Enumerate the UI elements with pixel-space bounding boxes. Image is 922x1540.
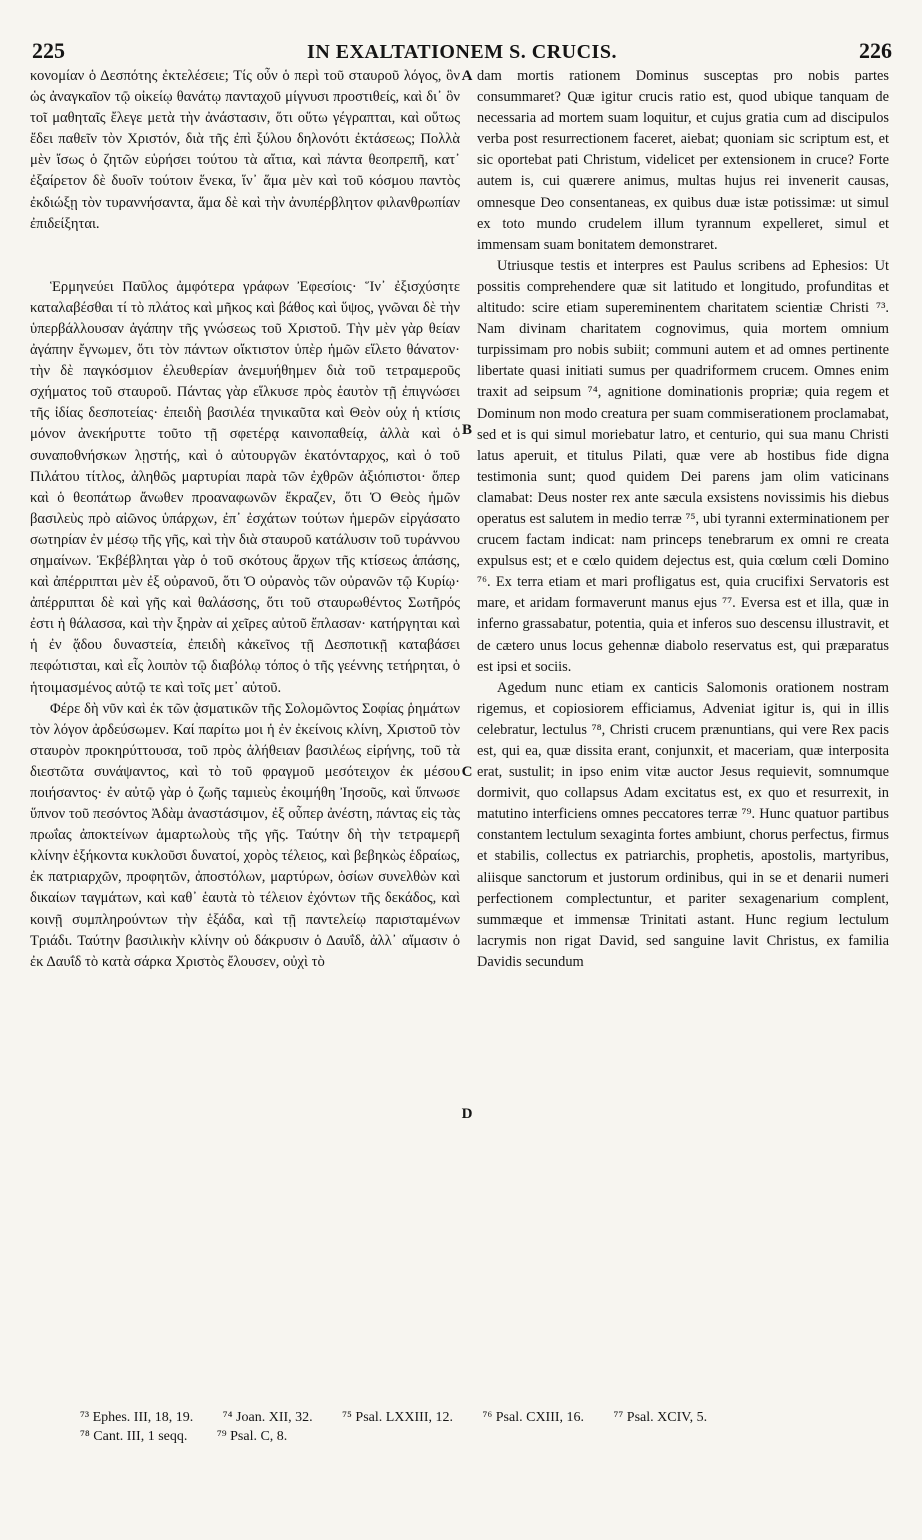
footnote-73: ⁷³ Ephes. III, 18, 19. (80, 1410, 194, 1425)
latin-column (477, 66, 889, 973)
margin-letter-a: A (461, 68, 473, 84)
footnote-76: ⁷⁶ Psal. CXIII, 16. (482, 1410, 585, 1425)
greek-paragraph-3: Φέρε δὴ νῦν καὶ ἐκ τῶν ᾀσματικῶν τῆς Σολομῶντος Σοφίας ῥημάτων τὸν λόγον ἀρδεύσωμεν. Καί παρίτω μοι ἡ ἐν ἐκείνοις κλίνη, Χριστοῦ τὸν σταυρὸν προκηρύττουσα, τοῦ πρὸς ἀλήθειαν βασιλέως εἰρήνης, τοῦ τὰ διεστῶτα συνάψαντος, καὶ τὸ τοῦ φραγμοῦ μεσότειχον ἐκ μέσου ποιήσαντος· ἐν αὐτῷ γὰρ ὁ ζωῆς ταμιεὺς ἐκοιμήθη Ἰησοῦς, καὶ ὕπνωσε ὕπνον τοῦ πεσόντος Ἀδὰμ ἀναστάσιμον, ἐξ οὗπερ ἀνέστη, πάντας εἰς τὰς πρωΐας ἀποκτείνων ἁμαρτωλοὺς τῆς γῆς. Ταύτην δὴ τὴν τετραμερῆ κλίνην ἑξήκοντα κυκλοῦσι δυνατοί, χορὸς τέλειος, καὶ βεβηκὼς ἑδραίως, ἐκ πατριαρχῶν, προφητῶν, ἀποστόλων, μαρτύρων, ὁσίων συνελθὼν καὶ δικαίων ταγμάτων, καὶ καθ᾽ ἑαυτὰ τὸ τέλειον ἐχόντων τῆς δεκάδος, καὶ κοινῇ συμπληρούντων τὴν ἑξάδα, καὶ τῇ παντελείῳ παρισταμένων Τριάδι. Ταύτην βασιλικὴν κλίνην οὐ δάκρυσιν ὁ Δαυΐδ, ἀλλ᾽ αἵμασιν ὁ ἐκ Δαυΐδ τὸ κατὰ σάρκα Χριστὸς ἔλουσεν, οὐχὶ τὸ (30, 700, 460, 970)
page-number-left: 225 (32, 38, 65, 63)
margin-letter-c: C (461, 764, 473, 780)
page-number-right: 226 (858, 38, 892, 63)
latin-paragraph-3: Agedum nunc etiam ex canticis Salomonis orationem nostram rigemus, et copiosiorem efficiamus, Adveniat igitur is, qui in illis celebratur, lectulus ⁷⁸, Christi crucem prænuntians, qui vere Rex pacis est, qui ea, quæ dissita erant, conjunxit, et maceriam, quæ interposita erat, sustulit; in ipso enim vitæ auctor Jesus requievit, somnumque dormivit, quo collapsus Adam excitatus est, ex quo et resurrexit, in matutino interficiens omnes peccatores terræ ⁷⁹. Hunc quatuor partibus constantem lectulum sexaginta fortes ambiunt, chorus perfectus, firmus et stabilis, collectus ex patriarchis, prophetis, apostolis, martyribus, aliisque sanctorum et justorum ordinibus, qui in se et denarii numeri perfectionem complectuntur, et pariter sexagenarium complent, summæque et immensæ Trinitati astant. Hunc regium lectulum lacrymis non rigat David, sed sanguine lavit Christus, ex familia Davidis secundum (477, 679, 889, 970)
margin-letter-b: B (461, 422, 472, 438)
greek-column (30, 66, 460, 973)
running-title: IN EXALTATIONEM S. CRUCIS. (307, 41, 617, 63)
margin-letter-d: D (461, 1106, 473, 1122)
footnote-77: ⁷⁷ Psal. XCIV, 5. (613, 1410, 708, 1425)
footnote-79: ⁷⁹ Psal. C, 8. (216, 1429, 288, 1444)
greek-paragraph-2: Ἑρμηνεύει Παῦλος ἀμφότερα γράφων Ἐφεσίοις· Ἵν᾽ ἐξισχύσητε καταλαβέσθαι τί τὸ πλάτος καὶ μῆκος καὶ βάθος καὶ ὕψος, γνῶναι δὲ τὴν ὑπερβάλλουσαν ἀγάπην τῆς γνώσεως τοῦ Χριστοῦ. Τὴν μὲν γὰρ θείαν ἀγάπην ἔγνωμεν, ὅτι τὸν πάντων οἴκτιστον ὑπὲρ ἡμῶν εἵλετο θάνατον· τὴν δὲ παγκόσμιον ἐλευθερίαν ἀνεμυήθημεν διὰ τοῦ τετραμεροῦς σχήματος τοῦ σταυροῦ. Πάντας γὰρ εἵλκυσε πρὸς ἑαυτὸν τῇ ἐπιγνώσει τῆς ἰδίας δεσποτείας· ἐπειδὴ βασιλέα τηνικαῦτα καὶ Θεὸν οὐχ ἡ κτίσις μόνον ἀνεκήρυττε τοῦτο τῇ σφετέρᾳ καινοπαθείᾳ, ἀλλὰ καὶ ὁ συναποθνήσκων λῃστής, καὶ ὁ αὐτουργῶν ἑκατόνταρχος, καὶ ὁ τοῦ Πιλάτου τίτλος, ἀληθῶς μαρτυρίαι παρὰ τῶν ἐχθρῶν ἀξιόπιστοι· ὅπερ καὶ ὁ θεοπάτωρ ἄνωθεν προαναφωνῶν ἔκραζεν, ὅτι Ὁ Θεὸς ἡμῶν βασιλεὺς πρὸ αἰῶνος ὑπάρχων, ἐπ᾽ ἐσχάτων τούτων ἡμερῶν εἰργάσατο σωτηρίαν ἐν μέσῳ τῆς γῆς, καὶ τὴν διὰ σταυροῦ κατάλυσιν τοῦ τυράννου σημαίνων. Ἐκβέβληται γὰρ ὁ τοῦ σκότους ἄρχων τῆς κτίσεως ἁπάσης, καὶ ἀπέρριπται μὲν ἐξ οὐρανοῦ, ὅτι Ὁ οὐρανὸς τῶν οὐρανῶν τῷ Κυρίῳ· ἀπέρριπται δὲ καὶ γῆς καὶ θαλάσσης, ὅτι τοῦ σταυρωθέντος Σωτῆρός ἐστι ἡ θάλασσα, καὶ τὴν ξηρὰν αἱ χεῖρες αὐτοῦ ἔπλασαν· κατήργηται καὶ ἡ ἐν ᾅδου δυναστεία, ἐπειδὴ κἀκεῖνος τῇ Δεσποτικῇ καταβάσει πεφώτισται, καὶ εἷς λοιπὸν τῷ διαβόλῳ τόπος ὁ τῆς γεέννης τετήρηται, ὁ ἡτοιμασμένος αὐτῷ τε καὶ τοῖς μετ᾽ αὐτοῦ. (30, 278, 460, 696)
paragraph-spacer (30, 235, 460, 277)
section-margin-letters (458, 66, 476, 1426)
footnote-78: ⁷⁸ Cant. III, 1 seqq. (80, 1429, 188, 1444)
latin-paragraph-1: dam mortis rationem Dominus susceptas pro nobis partes consummaret? Quæ igitur crucis ratio est, quod ubique tanquam de necessaria ad mortem suam loquitur, et cujus gratia cum ad discipulos verba post resurrectionem faceret, aiebat; quoniam sic scriptum est, et sic oportebat pati Christum, videlicet per extensionem in cruce? Forte autem is, cui quærere animus, multas hujus rei invenerit causas, omnesque Deo consentaneas, ex quibus duæ istæ potissimæ: ut simul ex toto mundo crudelem illum tyrannum expelleret, simul et immensam suam bonitatem demonstraret. (477, 68, 889, 253)
footnote-74: ⁷⁴ Joan. XII, 32. (222, 1410, 313, 1425)
footnote-75: ⁷⁵ Psal. LXXIII, 12. (342, 1410, 453, 1425)
running-header (32, 38, 892, 64)
greek-paragraph-1: κονομίαν ὁ Δεσπότης ἐκτελέσειε; Τίς οὖν ὁ περὶ τοῦ σταυροῦ λόγος, ὃν ὡς ἀναγκαῖον τῷ οἰκείῳ θανάτῳ πανταχοῦ μίγνυσι προστιθείς, καὶ δι᾽ ὃν τοῖ μαθηταῖς ἔλεγε μετὰ τὴν ἀνάστασιν, ὅτι οὕτω γέγραπται, καὶ οὕτως ἔδει παθεῖν τὸν Χριστόν, διὰ τῆς ἐπὶ ξύλου δηλονότι ἐκτάσεως; Πολλὰ μὲν ἴσως ὁ ζητῶν εὑρήσει τούτου τὰ αἴτια, καὶ πάντα θεοπρεπῆ, κατ᾽ ἐξαίρετον δὲ δυοῖν τούτοιν ἕνεκα, ἵν᾽ ἅμα μὲν καὶ τοῦ κόσμου παντὸς ἐκδιώξῃ τὸν τυραννήσαντα, ἅμα δὲ καὶ τὴν ἀνυπέρβλητον φιλανθρωπίαν ἐπιδείξηται. (30, 68, 460, 232)
footnote-line-2 (80, 1427, 892, 1446)
footnotes (80, 1408, 892, 1446)
latin-paragraph-2: Utriusque testis et interpres est Paulus scribens ad Ephesios: Ut possitis comprehendere quæ sit latitudo et longitudo, profunditas et altitudo: scire etiam supereminentem charitatem scientiæ Christi ⁷³. Nam divinam charitatem cognovimus, quia mortem omnium turpissimam pro nobis subiit; communi autem et ad omnes pertinente libertate quasi initiati sumus per quadriformem crucem. Omnes enim traxit ad seipsum ⁷⁴, agnitione dominationis propriæ; quia regem et Dominum non modo creatura per suam commiserationem proclamabat, sed et is qui simul moriebatur latro, et centurio, qui sua manu Christi latus aperuit, et titulus Pilati, quæ vere ab hostibus fide digna testimonia sunt; quod quidem Dei parens jam olim vaticinans clamabat: Deus noster rex ante sæcula exsistens novissimis his diebus operatus est salutem in medio terræ ⁷⁵, ubi tyranni exterminationem per crucem factam indicat: nam princeps tenebrarum ex omni re creata expulsus est; et e cœlo quidem dejectus est, quia cœlum cœli Domino ⁷⁶. Ex terra etiam et mari profligatus est, quia crucifixi Servatoris est mare, et aridam formaverunt manus ejus ⁷⁷. Eversa est et illa, quæ in inferno grassabatur, potentia, quia et inferos suo descensu illustravit, et de cætero unus locus gehennæ diabolo reservatus est, qui præparatus est ipsi et sociis. (477, 257, 889, 675)
footnote-line-1 (80, 1408, 892, 1427)
